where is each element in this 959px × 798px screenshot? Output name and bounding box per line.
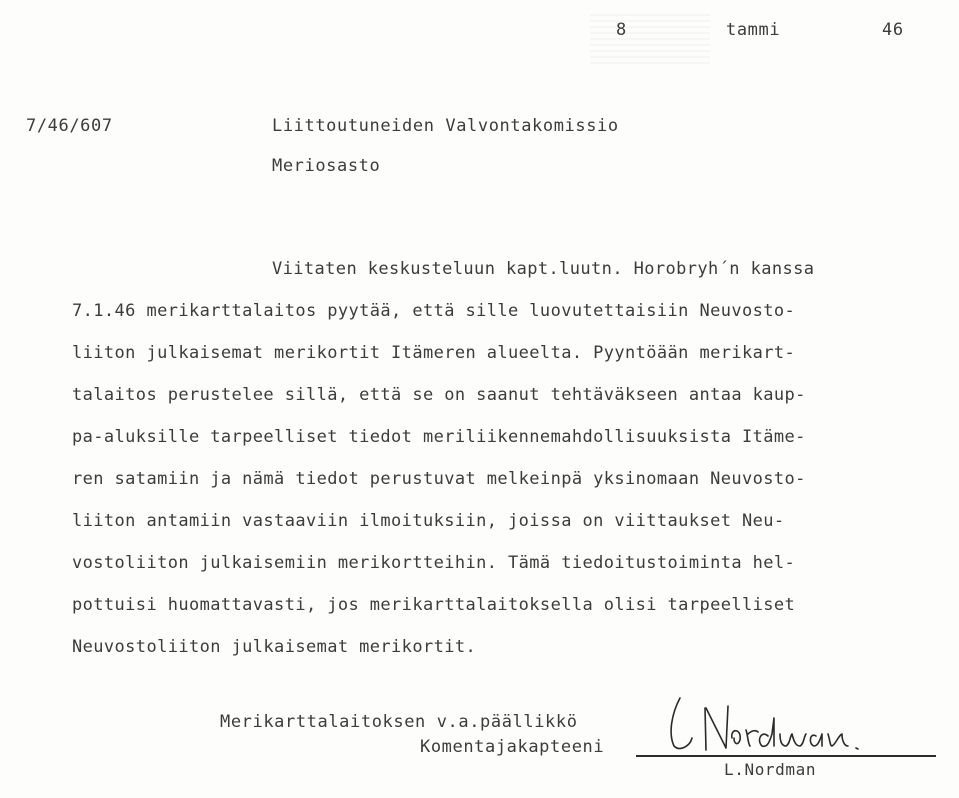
body-line: pottuisi huomattavasti, jos merikarttalaitoksella olisi tarpeelliset — [72, 595, 796, 615]
body-line: Neuvostoliiton julkaisemat merikortit. — [72, 637, 477, 657]
date-day: 8 — [616, 20, 627, 40]
body-line: ren satamiin ja nämä tiedot perustuvat melkeinpä yksinomaan Neuvosto- — [72, 469, 806, 489]
body-line: pa-aluksille tarpeelliset tiedot meriliikennemahdollisuuksista Itäme- — [72, 427, 806, 447]
signatory-title: Merikarttalaitoksen v.a.päällikkö — [220, 712, 578, 732]
recipient-line-1: Liittoutuneiden Valvontakomissio — [272, 116, 619, 136]
recipient-line-2: Meriosasto — [272, 156, 381, 176]
date-month: tammi — [726, 20, 781, 40]
signatory-name: L.Nordman — [724, 760, 817, 779]
body-line: talaitos perustelee sillä, että se on saanut tehtäväkseen antaa kaup- — [72, 385, 806, 405]
handwritten-signature — [650, 688, 870, 758]
bleed-through-stamp — [590, 14, 710, 64]
body-line: liiton antamiin vastaaviin ilmoituksiin, joissa on viittaukset Neu- — [72, 511, 785, 531]
signature-line — [636, 755, 936, 757]
body-line: vostoliiton julkaisemiin merikortteihin. Tämä tiedoitustoiminta hel- — [72, 553, 796, 573]
date-year: 46 — [882, 20, 904, 40]
body-line: 7.1.46 merikarttalaitos pyytää, että sille luovutettaisiin Neuvosto- — [72, 301, 796, 321]
reference-number: 7/46/607 — [26, 116, 113, 136]
signatory-rank: Komentajakapteeni — [420, 737, 605, 757]
body-line: Viitaten keskusteluun kapt.luutn. Horobryh´n kanssa — [272, 259, 815, 279]
body-line: liiton julkaisemat merikortit Itämeren alueelta. Pyyntöään merikart- — [72, 343, 796, 363]
